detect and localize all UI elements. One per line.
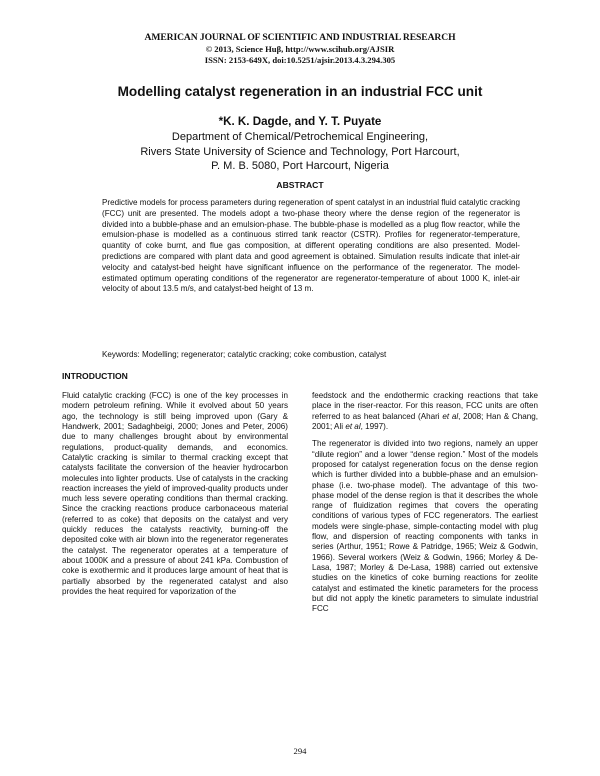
page-number: 294 — [293, 746, 307, 756]
copyright-line: © 2013, Science Huβ, http://www.scihub.org/AJSIR — [205, 43, 395, 54]
journal-header — [0, 32, 600, 67]
left-column — [62, 391, 288, 597]
issn-line: ISSN: 2153-649X, doi:10.5251/ajsir.2013.4.3.294.305 — [204, 55, 396, 65]
affiliation-line: P. M. B. 5080, Port Harcourt, Nigeria — [211, 160, 389, 172]
affiliation — [0, 130, 600, 174]
keywords: Keywords: Modelling; regenerator; catalytic cracking; coke combustion, catalyst — [102, 350, 387, 359]
paragraph: The regenerator is divided into two regions, namely an upper “dilute region” and a lower “dense region.” Most of the models proposed for catalyst regeneration focus on the dense region which is further divided into a bubble-phase and an emulsion-phase (i.e. two-phase model). The advantage of this two-phase model of the dense region is that it describes the whole range of fluidization regimes that covers the operating conditions of various types of FCC regenerators. The earliest models were single-phase, simple-contacting model with plug flow, and dispersion of reacting components with tanks in series (Arthur, 1951; Rowe & Patridge, 1965; Weiz & Godwin, 1966). Several workers (Weiz & Godwin, 1966; Morley & De-Lasa, 1987; Morley & De-Lasa, 1988) carried out extensive studies on the kinetics of coke burning reactions for zeolite catalyst and estimated the kinetic parameters for the process but did not apply the kinetic parameters to simulate industrial FCC — [312, 439, 538, 614]
paper-title: Modelling catalyst regeneration in an industrial FCC unit — [117, 84, 483, 99]
text-span: feedstock and the endothermic cracking reactions that take place in the riser-reactor. For this reason, FCC units are often referred to as heat balanced (Ahari — [312, 391, 538, 421]
journal-name: AMERICAN JOURNAL OF SCIENTIFIC AND INDUSTRIAL RESEARCH — [144, 32, 456, 43]
affiliation-line: Department of Chemical/Petrochemical Engineering, — [171, 131, 429, 143]
right-column — [312, 391, 538, 615]
introduction-heading: INTRODUCTION — [62, 371, 128, 381]
paragraph — [312, 391, 538, 432]
et-al-italic: et al — [345, 421, 361, 431]
abstract-heading: ABSTRACT — [276, 180, 324, 190]
authors: *K. K. Dagde, and Y. T. Puyate — [218, 115, 382, 128]
paragraph: Fluid catalytic cracking (FCC) is one of the key processes in modern petroleum refining. While it evolved about 50 years ago, the technology is still being improved upon (Gary & Handwerk, 2001; Sadaghbeigi, 2000; Jones and Peter, 2006) due to many challenges brought about by environmental regulations, product-quality demands, and economics. Catalytic cracking is similar to thermal cracking except that catalysts facilitate the conversion of the heavier hydrocarbon molecules into lighter products. Use of catalysts in the cracking reaction increases the yield of improved-quality products under much less severe operating conditions than thermal cracking. Since the cracking reactions produce carbonaceous material (referred to as coke) that deposits on the catalyst and very quickly reduces the catalysts reactivity, burning-off the deposited coke with air blown into the regenerator regenerates the catalyst. The regenerator operates at a temperature of about 1000K and a pressure of about 241 kPa. Combustion of coke is exothermic and it produces large amount of heat that is partially absorbed by the regenerated catalyst and also provides the heat required for vaporization of the — [62, 391, 288, 596]
abstract-text: Predictive models for process parameters during regeneration of spent catalyst in an industrial fluid catalytic cracking (FCC) unit are presented. The models adopt a two-phase theory where the dense region of the regenerator is divided into a bubble-phase and an emulsion-phase. The bubble-phase is modelled as a plug flow reactor, while the emulsion-phase is modelled as a continuous stirred tank reactor (CSTR). Profiles for regenerator-temperature, quantity of coke burnt, and flue gas composition, at different operating conditions are also presented. Model-predictions are compared with plant data and good agreement is obtained. Simulation results indicate that inlet-air velocity and catalyst-bed height have significant influence on the performance of the regenerator. The model-estimated optimum operating conditions of the regenerator are regenerator-temperature of about 1000 K, inlet-air velocity of about 13.5 m/s, and catalyst-bed height of 13 m. — [102, 198, 520, 294]
text-span: , 2008; Han & Chang, 2001; Ali — [312, 411, 539, 431]
affiliation-line: Rivers State University of Science and Technology, Port Harcourt, — [140, 145, 460, 158]
text-span: , 1997). — [360, 421, 389, 431]
et-al-italic: et al — [442, 411, 459, 421]
